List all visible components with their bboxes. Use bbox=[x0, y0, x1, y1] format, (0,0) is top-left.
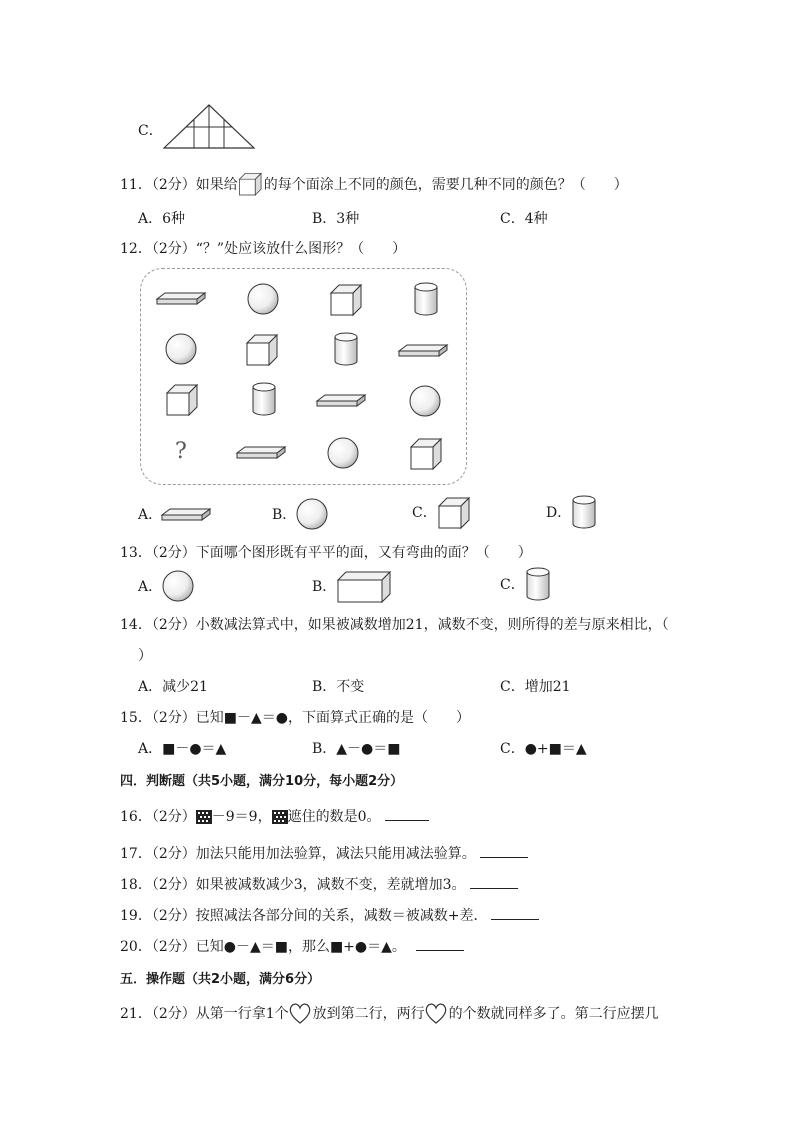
q12-option-d[interactable]: D． bbox=[546, 494, 599, 532]
sphere-icon bbox=[165, 333, 199, 367]
question-17: 17．（2分）加法只能用加法验算，减法只能用减法验算。 bbox=[120, 843, 528, 863]
checkered-square-icon bbox=[196, 810, 212, 824]
answer-blank[interactable] bbox=[470, 874, 518, 889]
question-13: 13．（2分）下面哪个图形既有平平的面，又有弯曲的面？（ ） bbox=[120, 545, 532, 561]
cube-icon bbox=[409, 437, 443, 471]
q11-option-b[interactable]: B．3种 bbox=[312, 211, 360, 227]
answer-blank[interactable] bbox=[480, 843, 528, 858]
answer-blank[interactable] bbox=[385, 806, 429, 821]
question-15: 15．（2分）已知■－▲＝●，下面算式正确的是（ ） bbox=[120, 710, 470, 726]
cuboid-icon bbox=[336, 570, 392, 604]
shape-pattern-grid bbox=[140, 268, 467, 485]
q14-option-c[interactable]: C．增加21 bbox=[500, 679, 571, 695]
question-14: 14．（2分）小数减法算式中，如果被减数增加21，减数不变，则所得的差与原来相比，（ bbox=[120, 617, 669, 633]
question-16: 16．（2分） －9＝9， 遮住的数是0。 bbox=[120, 806, 429, 826]
q15-option-c[interactable]: C．●+■＝▲ bbox=[500, 741, 587, 757]
q12-option-a[interactable]: A． bbox=[138, 504, 212, 524]
heart-icon bbox=[425, 1003, 449, 1025]
question-18: 18．（2分）如果被减数减少3，减数不变，差就增加3。 bbox=[120, 874, 518, 894]
sphere-icon bbox=[296, 498, 330, 532]
q10-option-c-label: C． bbox=[138, 123, 163, 139]
q14-option-b[interactable]: B．不变 bbox=[312, 679, 365, 695]
question-11: 11．（2分）如果给 的每个面涂上不同的颜色，需要几种不同的颜色？（ ） bbox=[120, 172, 628, 198]
cube-icon bbox=[329, 283, 363, 317]
sphere-icon bbox=[327, 437, 361, 471]
q14-option-a[interactable]: A．减少21 bbox=[138, 679, 208, 695]
cylinder-icon bbox=[525, 566, 553, 604]
answer-blank[interactable] bbox=[416, 936, 464, 951]
q13-option-a[interactable]: A． bbox=[138, 570, 196, 604]
q11-option-c[interactable]: C．4种 bbox=[500, 211, 548, 227]
question-20: 20．（2分）已知●－▲＝■，那么■+●＝▲。 bbox=[120, 936, 464, 956]
question-14-cont: ） bbox=[138, 648, 152, 664]
sphere-icon bbox=[409, 385, 443, 419]
question-mark-placeholder: ? bbox=[175, 439, 187, 464]
section-5-title: 五．操作题（共2小题，满分6分） bbox=[120, 972, 321, 987]
q12-option-c[interactable]: C． bbox=[412, 496, 471, 530]
cube-icon bbox=[245, 333, 279, 367]
flat-box-icon bbox=[317, 393, 367, 409]
cube-icon bbox=[238, 172, 264, 198]
heart-icon bbox=[289, 1003, 313, 1025]
question-19: 19．（2分）按照减法各部分间的关系，减数＝被减数+差． bbox=[120, 905, 539, 925]
flat-box-icon bbox=[399, 343, 449, 359]
cube-icon bbox=[165, 383, 199, 417]
q15-option-a[interactable]: A．■－●＝▲ bbox=[138, 741, 227, 757]
section-4-title: 四．判断题（共5小题，满分10分，每小题2分） bbox=[120, 774, 404, 789]
cylinder-icon bbox=[571, 494, 599, 532]
q13-option-c[interactable]: C． bbox=[500, 566, 553, 604]
q12-option-b[interactable]: B． bbox=[272, 498, 330, 532]
flat-box-icon bbox=[157, 291, 207, 307]
question-12: 12．（2分）“？”处应该放什么图形？（ ） bbox=[120, 241, 407, 257]
sphere-icon bbox=[247, 283, 281, 317]
checkered-square-icon bbox=[272, 810, 288, 824]
flat-box-icon bbox=[162, 507, 212, 523]
answer-blank[interactable] bbox=[491, 905, 539, 920]
flat-box-icon bbox=[237, 445, 287, 461]
q15-option-b[interactable]: B．▲－●＝■ bbox=[312, 741, 401, 757]
q11-option-a[interactable]: A．6种 bbox=[138, 211, 186, 227]
q13-option-b[interactable]: B． bbox=[312, 570, 392, 604]
cylinder-icon bbox=[251, 381, 279, 419]
cylinder-icon bbox=[333, 331, 361, 369]
cube-icon bbox=[437, 496, 471, 530]
cylinder-icon bbox=[413, 281, 441, 319]
question-21: 21．（2分）从第一行拿1个 放到第二行，两行 的个数就同样多了。第二行应摆几 bbox=[120, 1003, 659, 1025]
triangle-grid-figure bbox=[162, 103, 256, 149]
sphere-icon bbox=[162, 570, 196, 604]
